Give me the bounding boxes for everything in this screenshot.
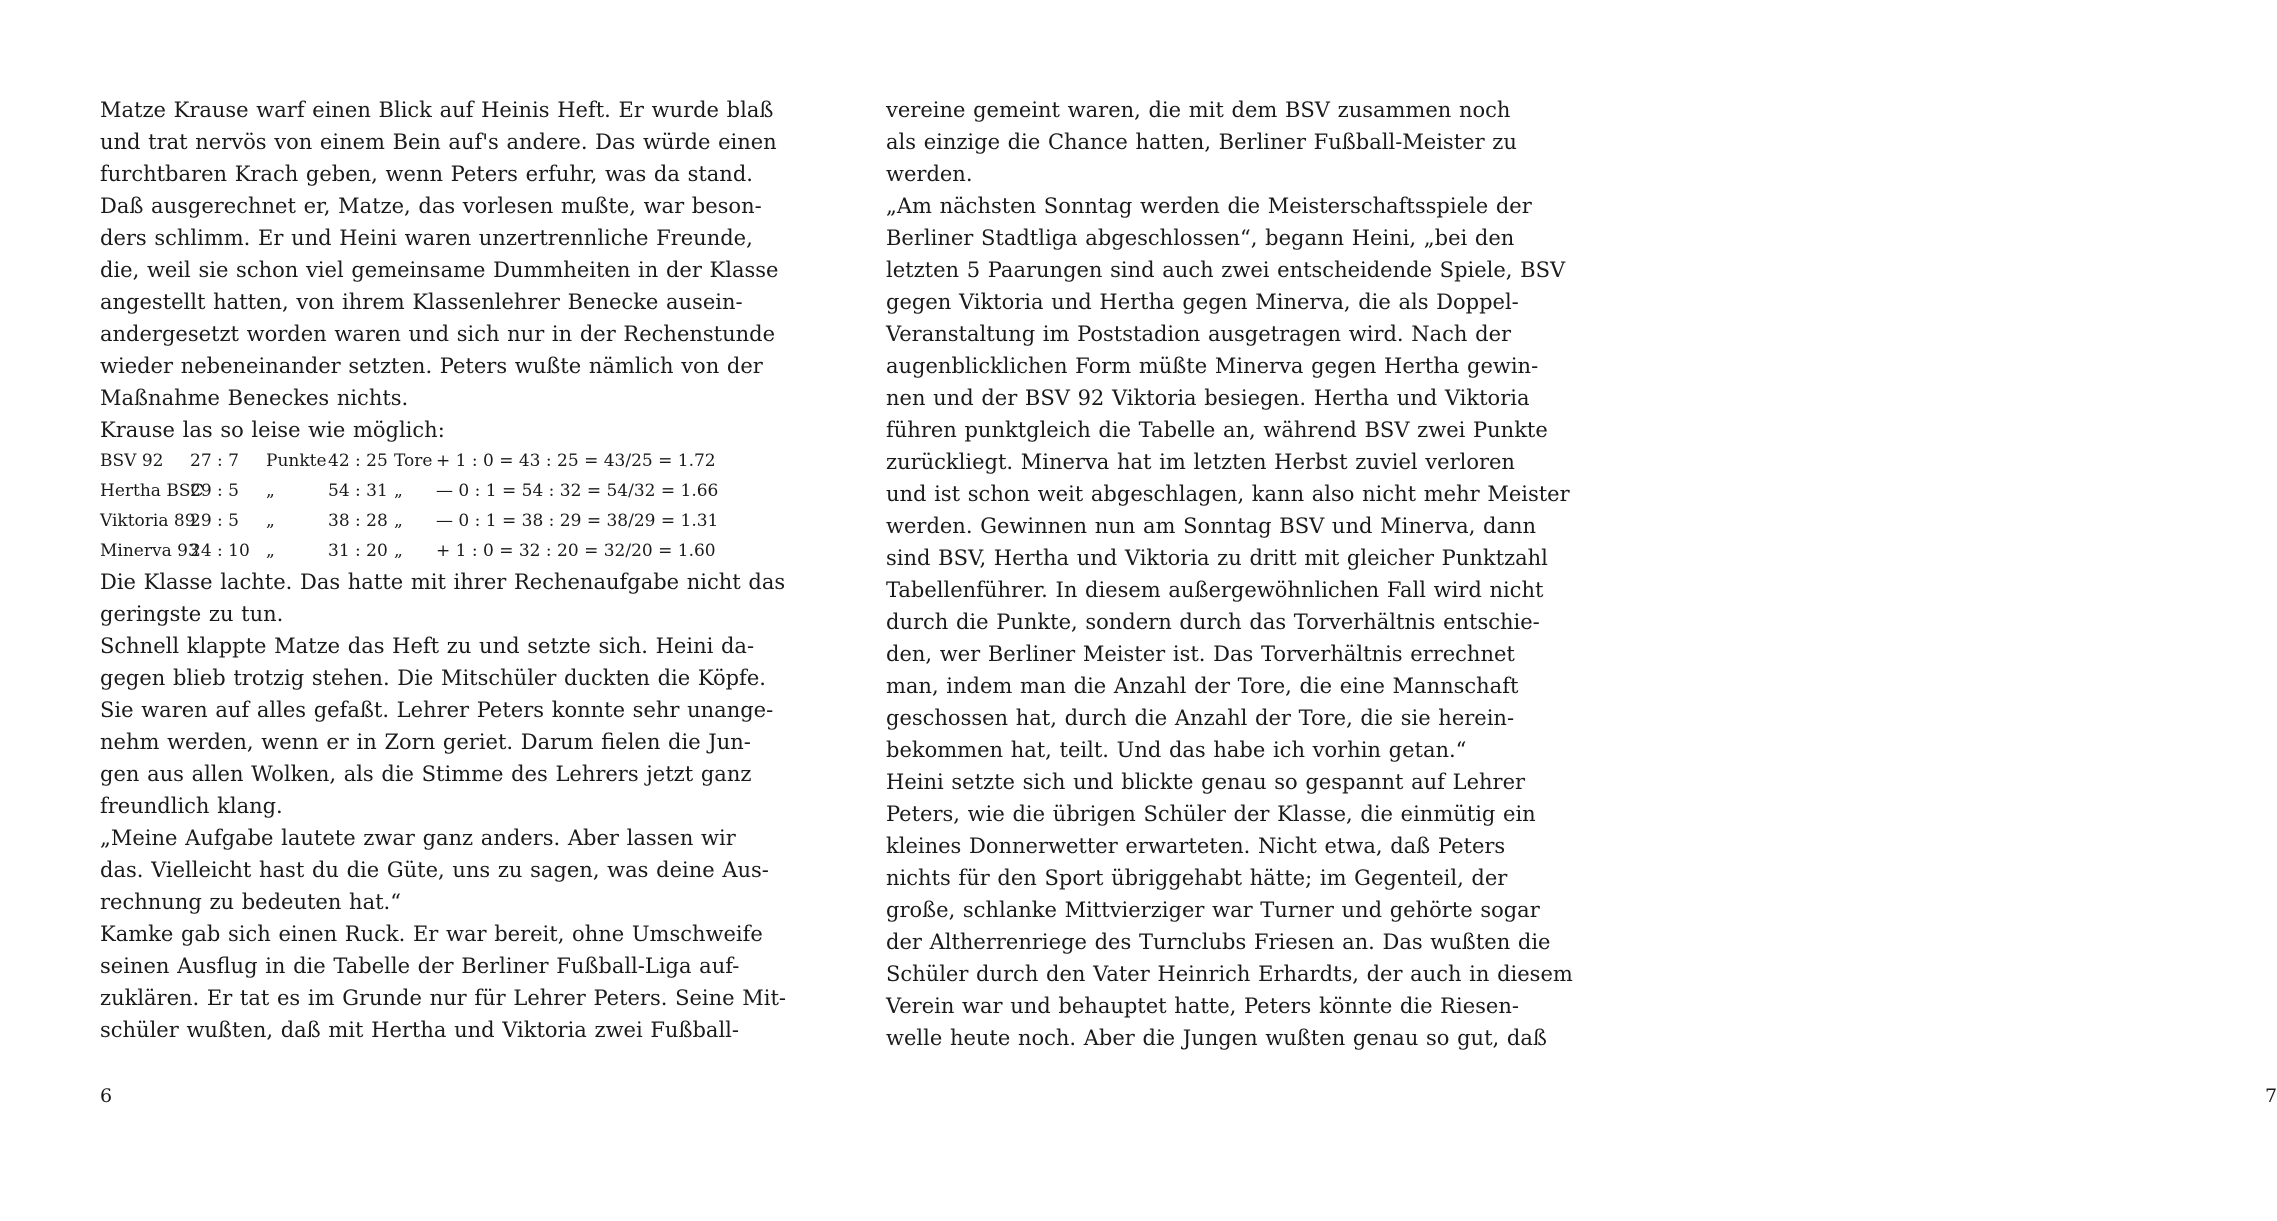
text-line: vereine gemeint waren, die mit dem BSV zusammen noch <box>886 98 1511 122</box>
text-line: den, wer Berliner Meister ist. Das Torverhältnis errechnet <box>886 642 1515 666</box>
text-line: werden. Gewinnen nun am Sonntag BSV und Minerva, dann <box>886 514 1537 538</box>
text-line: führen punktgleich die Tabelle an, während BSV zwei Punkte <box>886 418 1548 442</box>
points: 24 : 10 <box>190 541 250 561</box>
goal-ratio-formula: + 1 : 0 = 43 : 25 = 43/25 = 1.72 <box>436 451 716 471</box>
text-line: gegen blieb trotzig stehen. Die Mitschüler duckten die Köpfe. <box>100 666 766 690</box>
text-line: und trat nervös von einem Bein auf's andere. Das würde einen <box>100 130 777 154</box>
text-line: angestellt hatten, von ihrem Klassenlehrer Benecke ausein- <box>100 290 743 314</box>
text-line: letzten 5 Paarungen sind auch zwei entscheidende Spiele, BSV <box>886 258 1566 282</box>
text-line: und ist schon weit abgeschlagen, kann also nicht mehr Meister <box>886 482 1570 506</box>
text-line: Daß ausgerechnet er, Matze, das vorlesen mußte, war beson- <box>100 194 762 218</box>
text-line: rechnung zu bedeuten hat.“ <box>100 890 401 914</box>
goals-label: „ <box>394 541 403 561</box>
goal-ratio-formula: — 0 : 1 = 38 : 29 = 38/29 = 1.31 <box>436 511 719 531</box>
goal-ratio-formula: — 0 : 1 = 54 : 32 = 54/32 = 1.66 <box>436 481 719 501</box>
points-label: Punkte <box>266 451 327 471</box>
points: 29 : 5 <box>190 481 239 501</box>
text-line: geschossen hat, durch die Anzahl der Tore, die sie herein- <box>886 706 1515 730</box>
text-line: Maßnahme Beneckes nichts. <box>100 386 409 410</box>
text-line: die, weil sie schon viel gemeinsame Dummheiten in der Klasse <box>100 258 779 282</box>
goals: 38 : 28 <box>328 511 388 531</box>
text-line: Peters, wie die übrigen Schüler der Klasse, die einmütig ein <box>886 802 1536 826</box>
text-line: „Am nächsten Sonntag werden die Meisterschaftsspiele der <box>886 194 1532 218</box>
text-line: große, schlanke Mittvierziger war Turner und gehörte sogar <box>886 898 1540 922</box>
right-page-text <box>886 94 1573 1054</box>
text-line: wieder nebeneinander setzten. Peters wußte nämlich von der <box>100 354 763 378</box>
text-line: andergesetzt worden waren und sich nur in der Rechenstunde <box>100 322 776 346</box>
points-label: „ <box>266 481 275 501</box>
text-line: freundlich klang. <box>100 794 283 818</box>
team-name: Minerva 93 <box>100 541 199 561</box>
text-line: Veranstaltung im Poststadion ausgetragen wird. Nach der <box>886 322 1512 346</box>
text-line: gegen Viktoria und Hertha gegen Minerva, die als Doppel- <box>886 290 1519 314</box>
points-label: „ <box>266 511 275 531</box>
goal-ratio-formula: + 1 : 0 = 32 : 20 = 32/20 = 1.60 <box>436 541 716 561</box>
text-line: man, indem man die Anzahl der Tore, die eine Mannschaft <box>886 674 1519 698</box>
text-line: geringste zu tun. <box>100 602 284 626</box>
team-name: Viktoria 89 <box>100 511 196 531</box>
goals-label: „ <box>394 511 403 531</box>
text-line: werden. <box>886 162 973 186</box>
text-line: Krause las so leise wie möglich: <box>100 418 445 442</box>
team-name: BSV 92 <box>100 451 164 471</box>
text-line: durch die Punkte, sondern durch das Torverhältnis entschie- <box>886 610 1540 634</box>
page-number: 7 <box>2265 1085 2277 1107</box>
text-line: furchtbaren Krach geben, wenn Peters erfuhr, was da stand. <box>100 162 753 186</box>
text-line: zurückliegt. Minerva hat im letzten Herbst zuviel verloren <box>886 450 1515 474</box>
goals: 42 : 25 <box>328 451 388 471</box>
text-line: Sie waren auf alles gefaßt. Lehrer Peters konnte sehr unange- <box>100 698 774 722</box>
league-table <box>100 446 719 566</box>
text-line: augenblicklichen Form müßte Minerva gegen Hertha gewin- <box>886 354 1539 378</box>
text-line: als einzige die Chance hatten, Berliner Fußball-Meister zu <box>886 130 1517 154</box>
text-line: nichts für den Sport übriggehabt hätte; im Gegenteil, der <box>886 866 1508 890</box>
right-page <box>800 0 2277 1221</box>
points-label: „ <box>266 541 275 561</box>
goals: 54 : 31 <box>328 481 388 501</box>
text-line: seinen Ausflug in die Tabelle der Berliner Fußball-Liga auf- <box>100 954 740 978</box>
text-line: „Meine Aufgabe lautete zwar ganz anders. Aber lassen wir <box>100 826 736 850</box>
text-line: zuklären. Er tat es im Grunde nur für Lehrer Peters. Seine Mit- <box>100 986 787 1010</box>
page-number: 6 <box>100 1085 113 1107</box>
text-line: Die Klasse lachte. Das hatte mit ihrer Rechenaufgabe nicht das <box>100 570 786 594</box>
text-line: schüler wußten, daß mit Hertha und Viktoria zwei Fußball- <box>100 1018 739 1042</box>
text-line: das. Vielleicht hast du die Güte, uns zu sagen, was deine Aus- <box>100 858 769 882</box>
text-line: Schnell klappte Matze das Heft zu und setzte sich. Heini da- <box>100 634 755 658</box>
text-line: bekommen hat, teilt. Und das habe ich vorhin getan.“ <box>886 738 1467 762</box>
text-line: Schüler durch den Vater Heinrich Erhardts, der auch in diesem <box>886 962 1573 986</box>
left-page <box>0 0 800 1221</box>
text-line: Kamke gab sich einen Ruck. Er war bereit, ohne Umschweife <box>100 922 763 946</box>
goals-label: „ <box>394 481 403 501</box>
text-line: sind BSV, Hertha und Viktoria zu dritt mit gleicher Punktzahl <box>886 546 1548 570</box>
text-line: ders schlimm. Er und Heini waren unzertrennliche Freunde, <box>100 226 753 250</box>
text-line: gen aus allen Wolken, als die Stimme des Lehrers jetzt ganz <box>100 762 752 786</box>
points: 29 : 5 <box>190 511 239 531</box>
text-line: der Altherrenriege des Turnclubs Friesen an. Das wußten die <box>886 930 1551 954</box>
table-row <box>100 536 716 566</box>
text-line: Heini setzte sich und blickte genau so gespannt auf Lehrer <box>886 770 1526 794</box>
table-row <box>100 446 716 476</box>
goals: 31 : 20 <box>328 541 388 561</box>
text-line: Berliner Stadtliga abgeschlossen“, begann Heini, „bei den <box>886 226 1515 250</box>
text-line: nehm werden, wenn er in Zorn geriet. Darum fielen die Jun- <box>100 730 751 754</box>
table-row <box>100 506 719 536</box>
text-line: welle heute noch. Aber die Jungen wußten genau so gut, daß <box>886 1026 1547 1050</box>
text-line: Verein war und behauptet hatte, Peters könnte die Riesen- <box>886 994 1519 1018</box>
text-line: kleines Donnerwetter erwarteten. Nicht etwa, daß Peters <box>886 834 1506 858</box>
points: 27 : 7 <box>190 451 239 471</box>
text-line: nen und der BSV 92 Viktoria besiegen. Hertha und Viktoria <box>886 386 1530 410</box>
text-line: Tabellenführer. In diesem außergewöhnlichen Fall wird nicht <box>886 578 1544 602</box>
text-line: Matze Krause warf einen Blick auf Heinis Heft. Er wurde blaß <box>100 98 774 122</box>
left-page-text <box>100 94 787 1046</box>
goals-label: Tore <box>394 451 433 471</box>
table-row <box>100 476 719 506</box>
team-name: Hertha BSC <box>100 481 204 501</box>
